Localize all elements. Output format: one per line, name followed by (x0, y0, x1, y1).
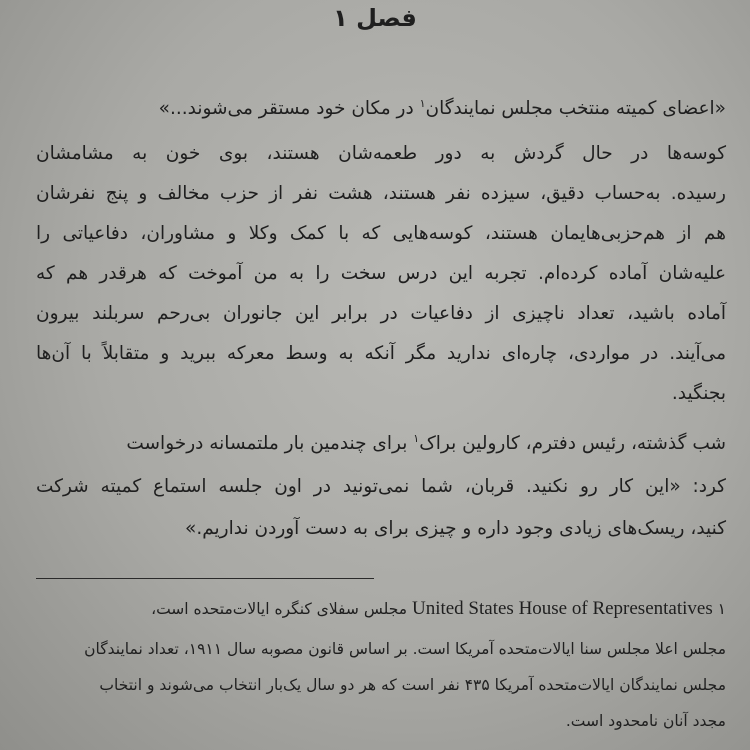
paragraph-3-text-b: برای چندمین بار ملتمسانه درخواست (126, 433, 414, 454)
paragraph-2-line-6: می‌آیند. در مواردی، چاره‌ای ندارید مگر آنکه به وسط معرکه ببرید و متقابلاً با آن‌ها (36, 343, 726, 364)
footnote-ref-1: ۱ (419, 96, 426, 110)
footnote-ref-2: ۱ (413, 431, 420, 445)
paragraph-2-line-4: علیه‌شان آماده کرده‌ام. تجربه این درس سخت را به من آموخت که هرقدر هم که (36, 263, 726, 284)
paragraph-2-line-7: بجنگید. (671, 383, 726, 404)
footnote-line-1 (36, 598, 726, 620)
footnote-line-1-text: مجلس سفلای کنگره ایالات‌متحده است، (151, 600, 408, 618)
footnote-number: ۱ (717, 600, 726, 618)
paragraph-1-text-a: «اعضای کمیته منتخب مجلس نمایندگان (425, 98, 726, 119)
footnote-line-3: مجلس نمایندگان ایالات‌متحده آمریکا ۴۳۵ نفر است که هر دو سال یک‌بار انتخاب می‌شوند و انتخاب (99, 676, 726, 694)
paragraph-3-line-3: کنید، ریسک‌های زیادی وجود داره و چیزی برای به دست آوردن نداریم.» (185, 518, 726, 539)
paragraph-2-line-5: آماده باشید، تعداد ناچیزی از دفاعیات در برابر این جانوران بی‌رحم سربلند بیرون (36, 303, 726, 324)
paragraph-3-line-2: کرد: «این کار رو نکنید. قربان، شما نمی‌تونید در اون جلسه استماع کمیته شرکت (36, 476, 726, 497)
footnote (36, 0, 726, 750)
paragraph-2-line-2: رسیده. به‌حساب دقیق، سیزده نفر هستند، هشت نفر از حزب مخالف و پنج نفرشان (36, 183, 726, 204)
footnote-english-term: United States House of Representatives (411, 598, 713, 619)
footnote-line-2: مجلس اعلا مجلس سنا ایالات‌متحده آمریکا است. بر اساس قانون مصوبه سال ۱۹۱۱، تعداد نمایندگان (84, 640, 726, 658)
paragraph-1-text-b: در مکان خود مستقر می‌شوند...» (158, 98, 420, 119)
footnote-line-4: مجدد آنان نامحدود است. (565, 712, 726, 730)
paragraph-3-text-a: شب گذشته، رئیس دفترم، کارولین براک (419, 433, 726, 454)
paragraph-2-line-1: کوسه‌ها در حال گردش به دور طعمه‌شان هستند، بوی خون به مشامشان (36, 143, 726, 164)
chapter-title: فصل ۱ (333, 4, 417, 32)
paragraph-2-line-3: هم از هم‌حزبی‌هایمان هستند، کوسه‌هایی که با کمک وکلا و مشاوران، دفاعیاتی را (36, 223, 726, 244)
